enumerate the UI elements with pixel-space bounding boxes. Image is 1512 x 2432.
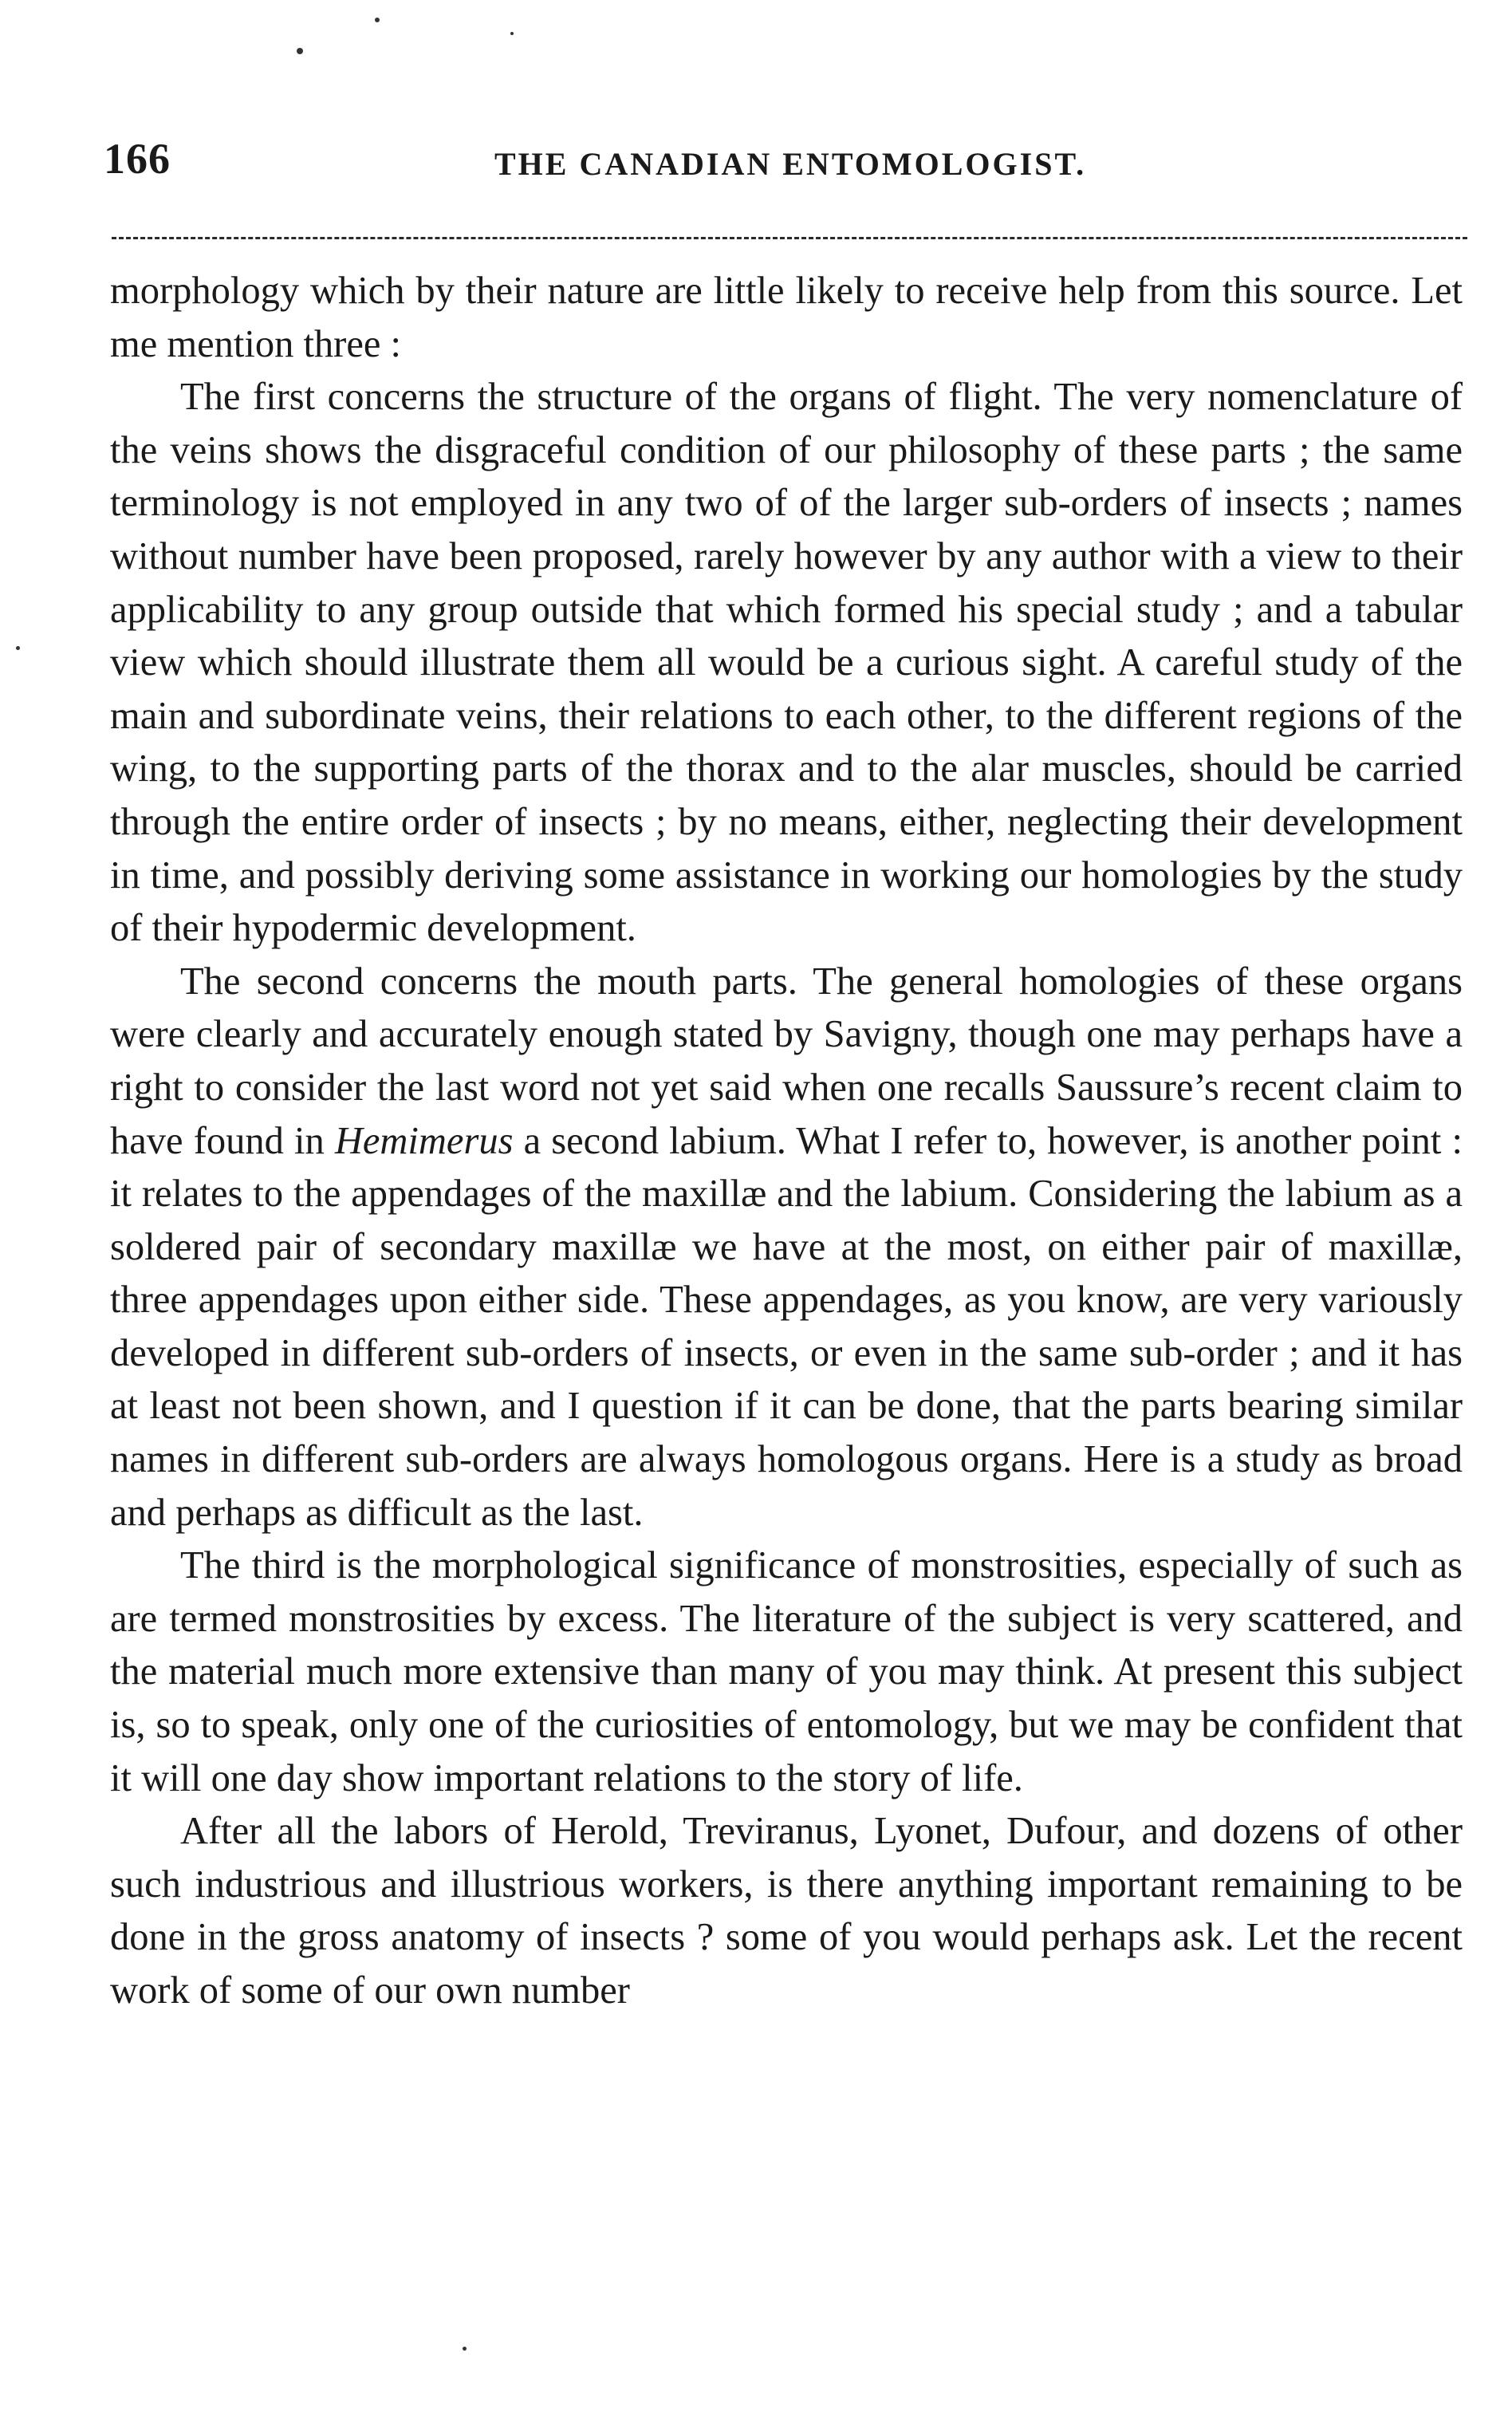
scan-speck bbox=[463, 2347, 467, 2351]
running-title: THE CANADIAN ENTOMOLOGIST. bbox=[494, 146, 1087, 182]
paragraph: After all the labors of Herold, Treviranus, Lyonet, Dufour, and dozens of other such industrious and illustrious workers, is there anything important remaining to be done in the gross anatomy of insects ? some of you would perhaps ask. Let the recent work of some of our own number bbox=[110, 1810, 1463, 2012]
body-text bbox=[110, 265, 1463, 2018]
header-rule bbox=[112, 237, 1467, 239]
italic-genus-name: Hemimerus bbox=[334, 1119, 514, 1162]
paragraph-text: a second labium. What I refer to, however, is another point : it relates to the appendages of the maxillæ and the labium. Considering the labium as a soldered pair of secondary maxillæ we have at the most, on either pair of maxillæ, three appendages upon either side. These appendages, as you know, are very variously developed in different sub-orders of insects, or even in the same sub-order ; and it has at least not been shown, and I question if it can be done, that the parts bearing similar names in different sub-orders are always homologous organs. Here is a study as broad and perhaps as difficult as the last. bbox=[110, 1119, 1463, 1534]
scan-speck bbox=[510, 32, 514, 35]
paragraph: The third is the morphological significance of monstrosities, especially of such as are termed monstrosities by excess. The literature of the subject is very scattered, and the material much more extensive than many of you may think. At present this subject is, so to speak, only one of the curiosities of entomology, but we may be confident that it will one day show important relations to the story of life. bbox=[110, 1544, 1463, 1799]
scan-speck bbox=[375, 18, 380, 22]
scan-speck bbox=[297, 48, 303, 54]
page-number: 166 bbox=[104, 135, 171, 183]
scan-speck bbox=[16, 646, 20, 650]
paragraph-text: The second concerns the mouth parts. The general homologies of these organs were clearly and accurately enough stated by Savigny, though one may perhaps have a right to consider the last word not yet said when one recalls Saussure’s recent claim to have found in bbox=[110, 960, 1463, 1162]
page-header bbox=[104, 134, 1467, 198]
paragraph bbox=[110, 956, 1463, 1540]
paragraph: The first concerns the structure of the organs of flight. The very nomenclature of the veins shows the disgraceful condition of our philosophy of these parts ; the same terminology is not employed in any two of of the larger sub-orders of insects ; names without number have been proposed, rarely however by any author with a view to their applicability to any group outside that which formed his special study ; and a tabular view which should illustrate them all would be a curious sight. A careful study of the main and subordinate veins, their relations to each other, to the different regions of the wing, to the supporting parts of the thorax and to the alar muscles, should be carried through the entire order of insects ; by no means, either, neglecting their development in time, and possibly deriving some assistance in working our homologies by the study of their hypodermic development. bbox=[110, 376, 1463, 950]
paragraph: morphology which by their nature are little likely to receive help from this source. Let me mention three : bbox=[110, 270, 1463, 365]
